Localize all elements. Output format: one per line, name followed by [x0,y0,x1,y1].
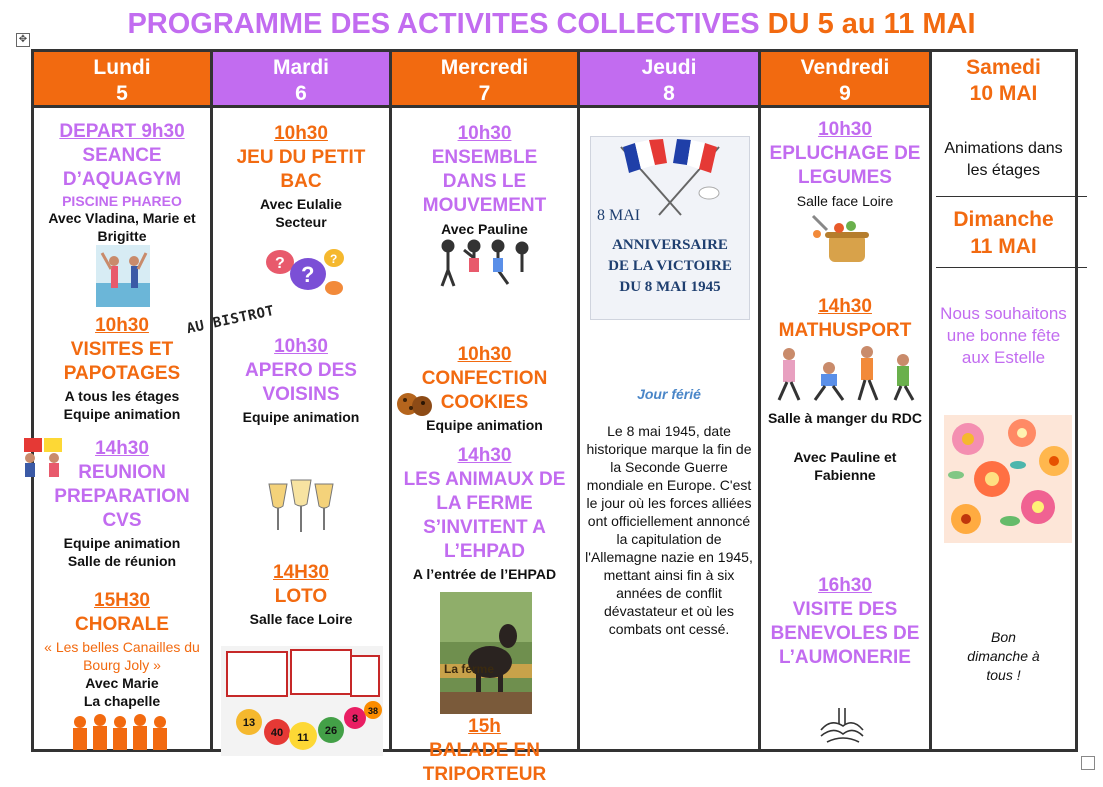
day-name: Samedi [966,56,1041,79]
header-lundi [34,52,210,108]
activity-title: CHORALE [75,614,169,635]
activity-place: Salle face Loire [796,193,894,209]
victory-poster [590,136,750,320]
activity-title: APERO DES VOISINS [245,360,357,405]
activity-place: A tous les étages [64,388,180,404]
activity-place: Salle face Loire [249,611,353,627]
svg-text:?: ? [301,262,315,287]
activity-time: 16h30 [818,575,872,596]
activity-with: Equipe animation [63,535,181,551]
loto-ball-label: 13 [242,717,256,729]
poster-line: DU 8 MAI 1945 [619,279,721,295]
meeting-people-illustration [20,436,66,478]
choir-illustration [70,714,170,750]
day-name: Vendredi [800,56,890,79]
activity-time: 15H30 [94,590,150,611]
wish-text: Nous souhaitons une bonne fête aux Estelle [940,304,1067,367]
activity-title: JEU DU PETIT BAC [236,147,366,192]
holiday-text: Le 8 mai 1945, date historique marque la fin de la Seconde Guerre mondiale en Europe. C'est le jour où les forces alliées ont officiellement annoncé la capitulation de l'Allemagne nazie en 1945, mettant ainsi fin à six années de conflit dévastateur et où les combats ont cessé. [585,423,753,637]
column-jeudi [580,52,761,749]
loto-ball-label: 8 [351,713,359,725]
activity-title: BALADE EN TRIPORTEUR [422,740,547,785]
day-number: 7 [478,82,491,105]
activity-time: 14h30 [457,445,512,466]
divider [936,196,1087,197]
sport-seniors-illustration [767,342,923,404]
activity-time: DEPART 9h30 [59,121,185,142]
question-bubbles-illustration [258,244,346,302]
activity-title: LES ANIMAUX DE LA FERME S’INVITENT A L’EHPAD [403,469,566,562]
activity-time: 10h30 [457,123,512,144]
activity-title: REUNION PREPARATION CVS [54,462,190,531]
activity-place: La chapelle [83,693,161,709]
loto-ball-label: 11 [297,732,309,744]
svg-text:?: ? [330,252,338,266]
title-part2: DU 5 au 11 MAI [767,8,976,40]
day-name: Mercredi [440,56,529,79]
loto-ball-label: 38 [367,706,379,716]
header-vendredi [761,52,929,108]
wine-glasses-illustration [263,476,339,540]
activity-place: A l’entrée de l’EHPAD [412,566,557,582]
activity-place: Salle à manger du RDC [767,410,923,426]
column-lundi [34,52,213,749]
goat-icon [440,592,532,714]
day-number: 10 MAI [969,82,1038,105]
table-move-handle-icon[interactable]: ✥ [16,33,30,47]
activity-place: Salle de réunion [67,553,177,569]
activity-title: ENSEMBLE DANS LE MOUVEMENT [422,147,547,216]
loto-illustration [221,646,383,756]
day-name: Dimanche [953,208,1054,231]
crossed-flags-icon [591,137,749,217]
day-name: Lundi [93,56,151,79]
activity-title: VISITES ET PAPOTAGES [63,339,181,384]
activity-title: MATHUSPORT [778,320,912,341]
header-mercredi [392,52,577,108]
poster-date: 8 MAI [597,207,641,224]
activity-time: 15h [468,716,501,737]
activity-with: Equipe animation [63,406,181,422]
farm-goat-photo [440,592,532,714]
activity-time: 14h30 [818,296,872,317]
aquagym-illustration [96,245,150,307]
activity-time: 10h30 [818,119,872,140]
header-dimanche [932,206,1075,260]
activity-title: SEANCE D’AQUAGYM [62,145,182,190]
farm-sign: La ferme [444,662,495,676]
activity-title: LOTO [274,586,328,607]
cooking-pot-illustration [809,212,873,266]
loto-ball-label: 40 [270,727,284,739]
activity-with: Equipe animation [242,409,360,425]
resize-handle-icon[interactable] [1081,756,1095,770]
day-number: 9 [839,82,851,105]
dancing-people-illustration [436,238,532,288]
activity-with: Equipe animation [426,417,543,433]
joined-hands-icon [817,704,867,748]
activity-subtitle: « Les belles Canailles du Bourg Joly » [44,639,200,673]
activity-with: Avec Marie [85,675,159,691]
activity-time: 14H30 [273,562,329,583]
activity-with: Avec Vladina, Marie et Brigitte [48,210,196,244]
activity-time: 14h30 [95,438,149,459]
day-number: 11 MAI [970,235,1037,258]
activity-title: EPLUCHAGE DE LEGUMES [769,143,921,188]
activity-title: VISITE DES BENEVOLES DE L’AUMONERIE [770,599,920,668]
header-samedi [932,52,1075,108]
day-number: 5 [116,82,128,105]
activity-time: 10h30 [274,123,328,144]
column-mardi [213,52,392,749]
activity-time: 10h30 [274,336,328,357]
day-number: 8 [663,82,675,105]
loto-ball-label: 26 [324,725,338,737]
activity-title: CONFECTION COOKIES [421,368,548,413]
poster-line: DE LA VICTOIRE [608,258,732,274]
bistrot-stamp: AU BISTROT [185,302,276,338]
page-title [0,8,1103,41]
saturday-text: Animations dans les étages [944,140,1063,179]
flowers-illustration [944,415,1072,543]
sunday-goodbye: Bon dimanche à tous ! [967,629,1040,683]
cookies-illustration [396,390,432,418]
day-number: 6 [295,82,307,105]
holiday-label: Jour férié [637,386,701,402]
activity-with: Avec Pauline et Fabienne [793,449,897,483]
header-mardi [213,52,389,108]
activity-time: 10h30 [457,344,512,365]
day-name: Jeudi [641,56,697,79]
poster-line: ANNIVERSAIRE [612,237,728,253]
header-jeudi [580,52,758,108]
activity-place: PISCINE PHAREO [62,193,182,209]
divider [936,267,1087,268]
activity-time: 10h30 [95,315,149,336]
schedule-table [31,49,1078,785]
title-part1: PROGRAMME DES ACTIVITES COLLECTIVES [127,8,760,40]
svg-text:?: ? [275,255,285,272]
activity-with: Avec Eulalie Secteur [260,196,342,230]
day-name: Mardi [272,56,329,79]
column-mercredi [392,52,580,785]
activity-with: Avec Pauline [441,221,528,237]
column-vendredi [761,52,932,749]
column-weekend [932,52,1075,749]
